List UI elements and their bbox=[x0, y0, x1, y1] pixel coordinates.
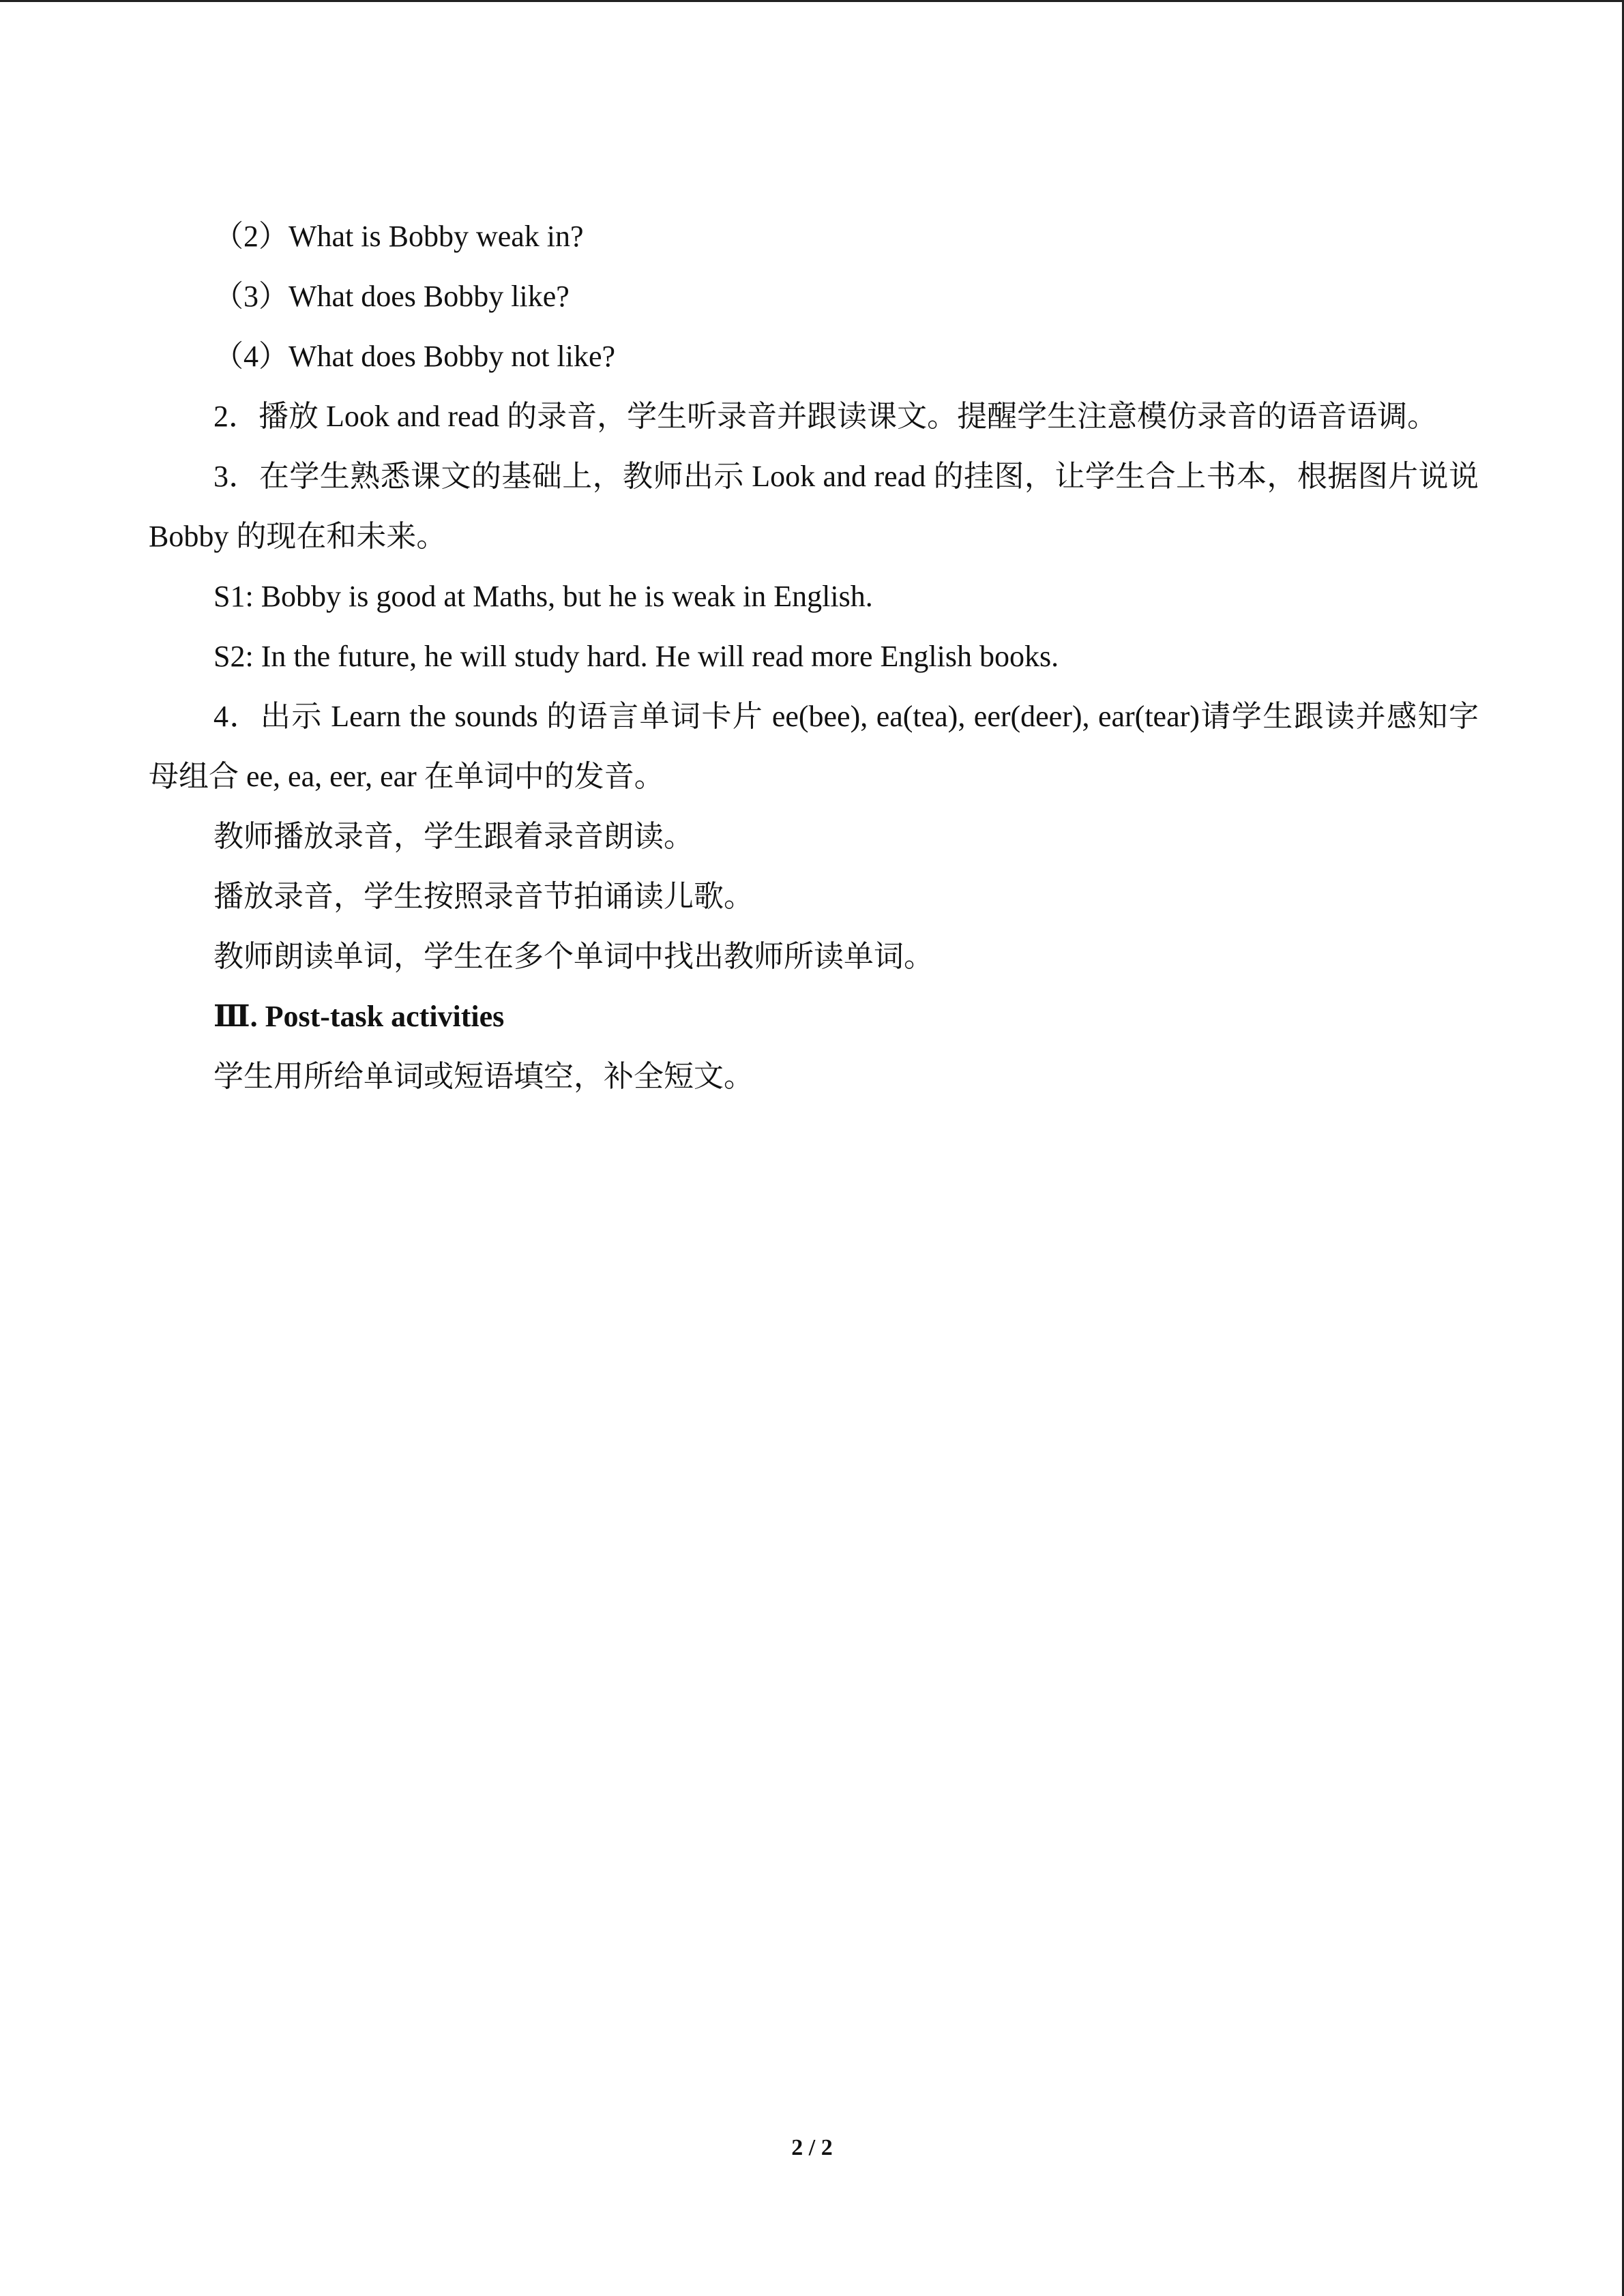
student-1-line: S1: Bobby is good at Maths, but he is weak in English. bbox=[213, 580, 873, 613]
page-number: 2 / 2 bbox=[791, 2135, 833, 2160]
activity-line-3: 教师朗读单词，学生在多个单词中找出教师所读单词。 bbox=[213, 940, 934, 973]
step-2-paragraph: 2．播放 Look and read 的录音，学生听录音并跟读课文。提醒学生注意模仿录音的语音语调。 bbox=[213, 400, 1438, 433]
student-2-line: S2: In the future, he will study hard. He will read more English books. bbox=[213, 640, 1059, 673]
section-heading-post-task: Ⅲ. Post-task activities bbox=[213, 1000, 505, 1033]
step-3-paragraph: 3．在学生熟悉课文的基础上，教师出示 Look and read 的挂图，让学生合上书本，根据图片说说 Bobby 的现在和未来。 bbox=[149, 460, 1479, 553]
question-2: （2）What is Bobby weak in? bbox=[213, 220, 584, 253]
final-instruction: 学生用所给单词或短语填空，补全短文。 bbox=[213, 1060, 754, 1093]
activity-line-2: 播放录音，学生按照录音节拍诵读儿歌。 bbox=[213, 880, 754, 913]
question-4: （4）What does Bobby not like? bbox=[213, 340, 616, 373]
question-3: （3）What does Bobby like? bbox=[213, 280, 570, 313]
step-4-paragraph: 4．出示 Learn the sounds 的语言单词卡片 ee(bee), ea(tea), eer(deer), ear(tear)请学生跟读并感知字母组合 ee, ea, eer, ear 在单词中的发音。 bbox=[149, 700, 1479, 793]
activity-line-1: 教师播放录音，学生跟着录音朗读。 bbox=[213, 820, 694, 853]
document-body bbox=[149, 207, 1479, 1107]
